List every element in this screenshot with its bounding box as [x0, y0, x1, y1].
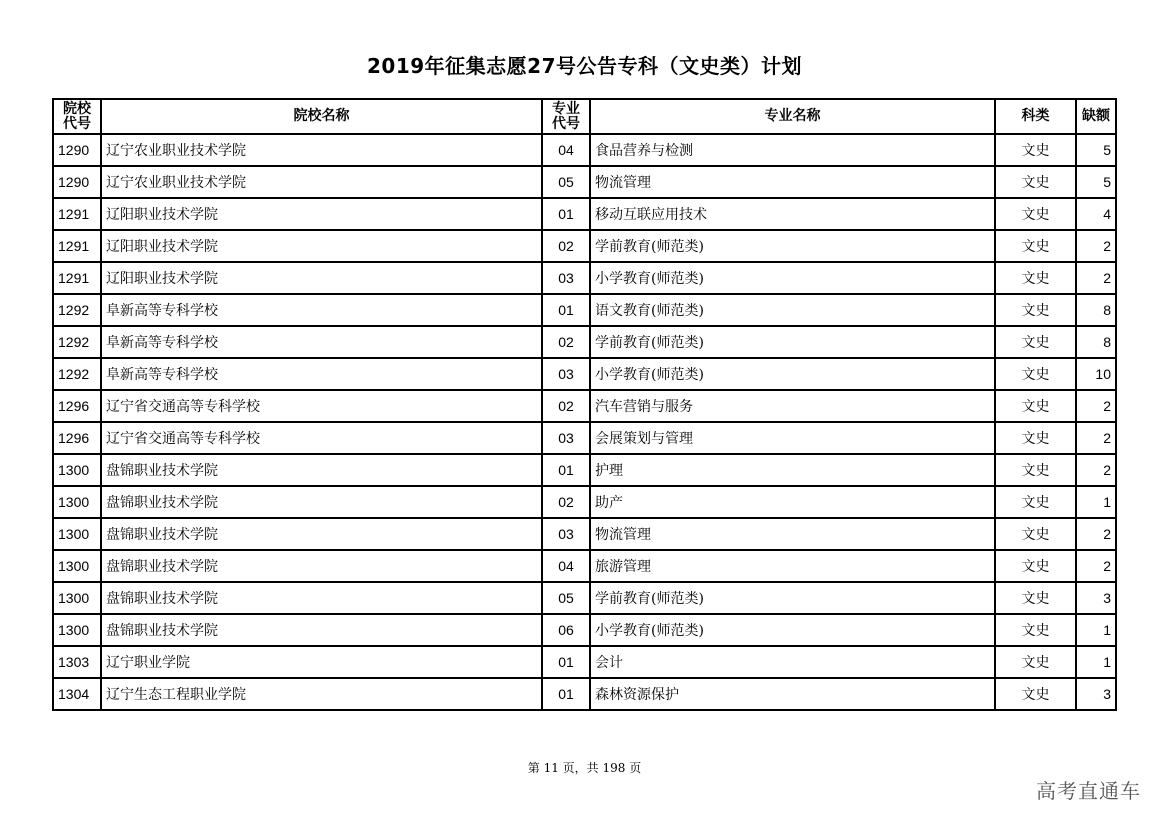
table-row: [53, 390, 1116, 422]
cell-major-name: 护理: [590, 454, 995, 486]
cell-category: 文史: [995, 390, 1076, 422]
cell-major-code: 01: [542, 454, 590, 486]
cell-category: 文史: [995, 422, 1076, 454]
cell-major-name: 学前教育(师范类): [590, 582, 995, 614]
cell-school-name: 辽宁省交通高等专科学校: [101, 422, 542, 454]
watermark-logo: 高考直通车: [1036, 779, 1141, 803]
cell-major-code: 01: [542, 678, 590, 710]
cell-major-code: 03: [542, 422, 590, 454]
cell-major-code: 03: [542, 262, 590, 294]
cell-category: 文史: [995, 550, 1076, 582]
cell-school-code: 1291: [53, 262, 101, 294]
table-row: [53, 614, 1116, 646]
cell-major-code: 04: [542, 550, 590, 582]
cell-major-code: 01: [542, 198, 590, 230]
cell-school-code: 1290: [53, 166, 101, 198]
cell-quota: 3: [1076, 582, 1116, 614]
cell-school-code: 1291: [53, 230, 101, 262]
cell-school-code: 1300: [53, 614, 101, 646]
cell-major-code: 02: [542, 486, 590, 518]
cell-school-code: 1291: [53, 198, 101, 230]
cell-major-name: 食品营养与检测: [590, 134, 995, 166]
cell-school-name: 盘锦职业技术学院: [101, 518, 542, 550]
table-row: [53, 422, 1116, 454]
cell-category: 文史: [995, 230, 1076, 262]
cell-major-name: 物流管理: [590, 518, 995, 550]
cell-major-name: 森林资源保护: [590, 678, 995, 710]
cell-quota: 5: [1076, 166, 1116, 198]
header-quota: 缺额: [1076, 99, 1116, 134]
cell-major-code: 02: [542, 390, 590, 422]
cell-school-name: 辽宁职业学院: [101, 646, 542, 678]
table-row: [53, 134, 1116, 166]
cell-major-code: 05: [542, 166, 590, 198]
table-row: [53, 582, 1116, 614]
cell-school-code: 1304: [53, 678, 101, 710]
cell-category: 文史: [995, 358, 1076, 390]
table-row: [53, 454, 1116, 486]
cell-quota: 2: [1076, 422, 1116, 454]
table-row: [53, 550, 1116, 582]
header-category: 科类: [995, 99, 1076, 134]
cell-major-name: 汽车营销与服务: [590, 390, 995, 422]
table-row: [53, 326, 1116, 358]
page-title: 2019年征集志愿27号公告专科（文史类）计划: [367, 54, 802, 78]
cell-school-code: 1296: [53, 422, 101, 454]
header-school-name: 院校名称: [101, 99, 542, 134]
cell-school-name: 辽宁农业职业技术学院: [101, 134, 542, 166]
table-row: [53, 262, 1116, 294]
cell-school-code: 1292: [53, 294, 101, 326]
cell-school-code: 1300: [53, 454, 101, 486]
cell-major-name: 会计: [590, 646, 995, 678]
cell-category: 文史: [995, 198, 1076, 230]
cell-major-name: 语文教育(师范类): [590, 294, 995, 326]
cell-school-code: 1292: [53, 326, 101, 358]
cell-category: 文史: [995, 518, 1076, 550]
cell-major-name: 物流管理: [590, 166, 995, 198]
cell-school-name: 阜新高等专科学校: [101, 326, 542, 358]
header-major-code: 专业代号: [542, 99, 590, 134]
cell-school-code: 1300: [53, 550, 101, 582]
cell-category: 文史: [995, 582, 1076, 614]
cell-school-name: 辽阳职业技术学院: [101, 198, 542, 230]
cell-major-code: 03: [542, 518, 590, 550]
cell-school-name: 盘锦职业技术学院: [101, 614, 542, 646]
table-row: [53, 166, 1116, 198]
page-footer: 第 11 页，共 198 页: [527, 761, 642, 775]
cell-school-code: 1292: [53, 358, 101, 390]
cell-category: 文史: [995, 294, 1076, 326]
header-major-name: 专业名称: [590, 99, 995, 134]
cell-major-code: 05: [542, 582, 590, 614]
cell-quota: 2: [1076, 262, 1116, 294]
cell-quota: 2: [1076, 518, 1116, 550]
cell-quota: 8: [1076, 294, 1116, 326]
cell-school-name: 辽阳职业技术学院: [101, 262, 542, 294]
cell-school-name: 辽宁省交通高等专科学校: [101, 390, 542, 422]
cell-major-name: 小学教育(师范类): [590, 358, 995, 390]
cell-major-code: 03: [542, 358, 590, 390]
cell-school-name: 盘锦职业技术学院: [101, 550, 542, 582]
cell-quota: 3: [1076, 678, 1116, 710]
cell-category: 文史: [995, 646, 1076, 678]
table-row: [53, 198, 1116, 230]
cell-school-name: 辽宁农业职业技术学院: [101, 166, 542, 198]
cell-major-name: 助产: [590, 486, 995, 518]
cell-category: 文史: [995, 134, 1076, 166]
cell-school-name: 盘锦职业技术学院: [101, 454, 542, 486]
cell-category: 文史: [995, 486, 1076, 518]
cell-category: 文史: [995, 166, 1076, 198]
cell-school-code: 1300: [53, 582, 101, 614]
cell-school-name: 辽宁生态工程职业学院: [101, 678, 542, 710]
cell-school-code: 1303: [53, 646, 101, 678]
cell-major-code: 02: [542, 230, 590, 262]
plan-table: [52, 98, 1117, 711]
cell-school-name: 辽阳职业技术学院: [101, 230, 542, 262]
cell-school-code: 1300: [53, 518, 101, 550]
cell-quota: 10: [1076, 358, 1116, 390]
cell-major-code: 06: [542, 614, 590, 646]
cell-major-code: 01: [542, 646, 590, 678]
cell-quota: 1: [1076, 614, 1116, 646]
cell-quota: 4: [1076, 198, 1116, 230]
table-body: [53, 134, 1116, 710]
table-row: [53, 678, 1116, 710]
cell-school-name: 盘锦职业技术学院: [101, 486, 542, 518]
cell-quota: 1: [1076, 486, 1116, 518]
table-row: [53, 230, 1116, 262]
cell-school-name: 阜新高等专科学校: [101, 358, 542, 390]
cell-major-name: 小学教育(师范类): [590, 614, 995, 646]
cell-quota: 1: [1076, 646, 1116, 678]
table-row: [53, 646, 1116, 678]
cell-major-code: 01: [542, 294, 590, 326]
cell-school-name: 盘锦职业技术学院: [101, 582, 542, 614]
cell-major-name: 学前教育(师范类): [590, 230, 995, 262]
cell-category: 文史: [995, 678, 1076, 710]
cell-school-code: 1296: [53, 390, 101, 422]
cell-quota: 2: [1076, 550, 1116, 582]
cell-major-name: 学前教育(师范类): [590, 326, 995, 358]
cell-major-name: 小学教育(师范类): [590, 262, 995, 294]
cell-major-code: 04: [542, 134, 590, 166]
cell-major-code: 02: [542, 326, 590, 358]
header-school-code: 院校代号: [53, 99, 101, 134]
cell-category: 文史: [995, 454, 1076, 486]
cell-major-name: 旅游管理: [590, 550, 995, 582]
cell-quota: 5: [1076, 134, 1116, 166]
cell-school-name: 阜新高等专科学校: [101, 294, 542, 326]
cell-quota: 2: [1076, 390, 1116, 422]
cell-category: 文史: [995, 326, 1076, 358]
table-row: [53, 358, 1116, 390]
cell-major-name: 会展策划与管理: [590, 422, 995, 454]
table-header-row: [53, 99, 1116, 134]
table-row: [53, 294, 1116, 326]
cell-category: 文史: [995, 262, 1076, 294]
cell-quota: 2: [1076, 230, 1116, 262]
table-row: [53, 518, 1116, 550]
cell-quota: 8: [1076, 326, 1116, 358]
table-row: [53, 486, 1116, 518]
cell-major-name: 移动互联应用技术: [590, 198, 995, 230]
cell-category: 文史: [995, 614, 1076, 646]
cell-school-code: 1290: [53, 134, 101, 166]
cell-school-code: 1300: [53, 486, 101, 518]
cell-quota: 2: [1076, 454, 1116, 486]
